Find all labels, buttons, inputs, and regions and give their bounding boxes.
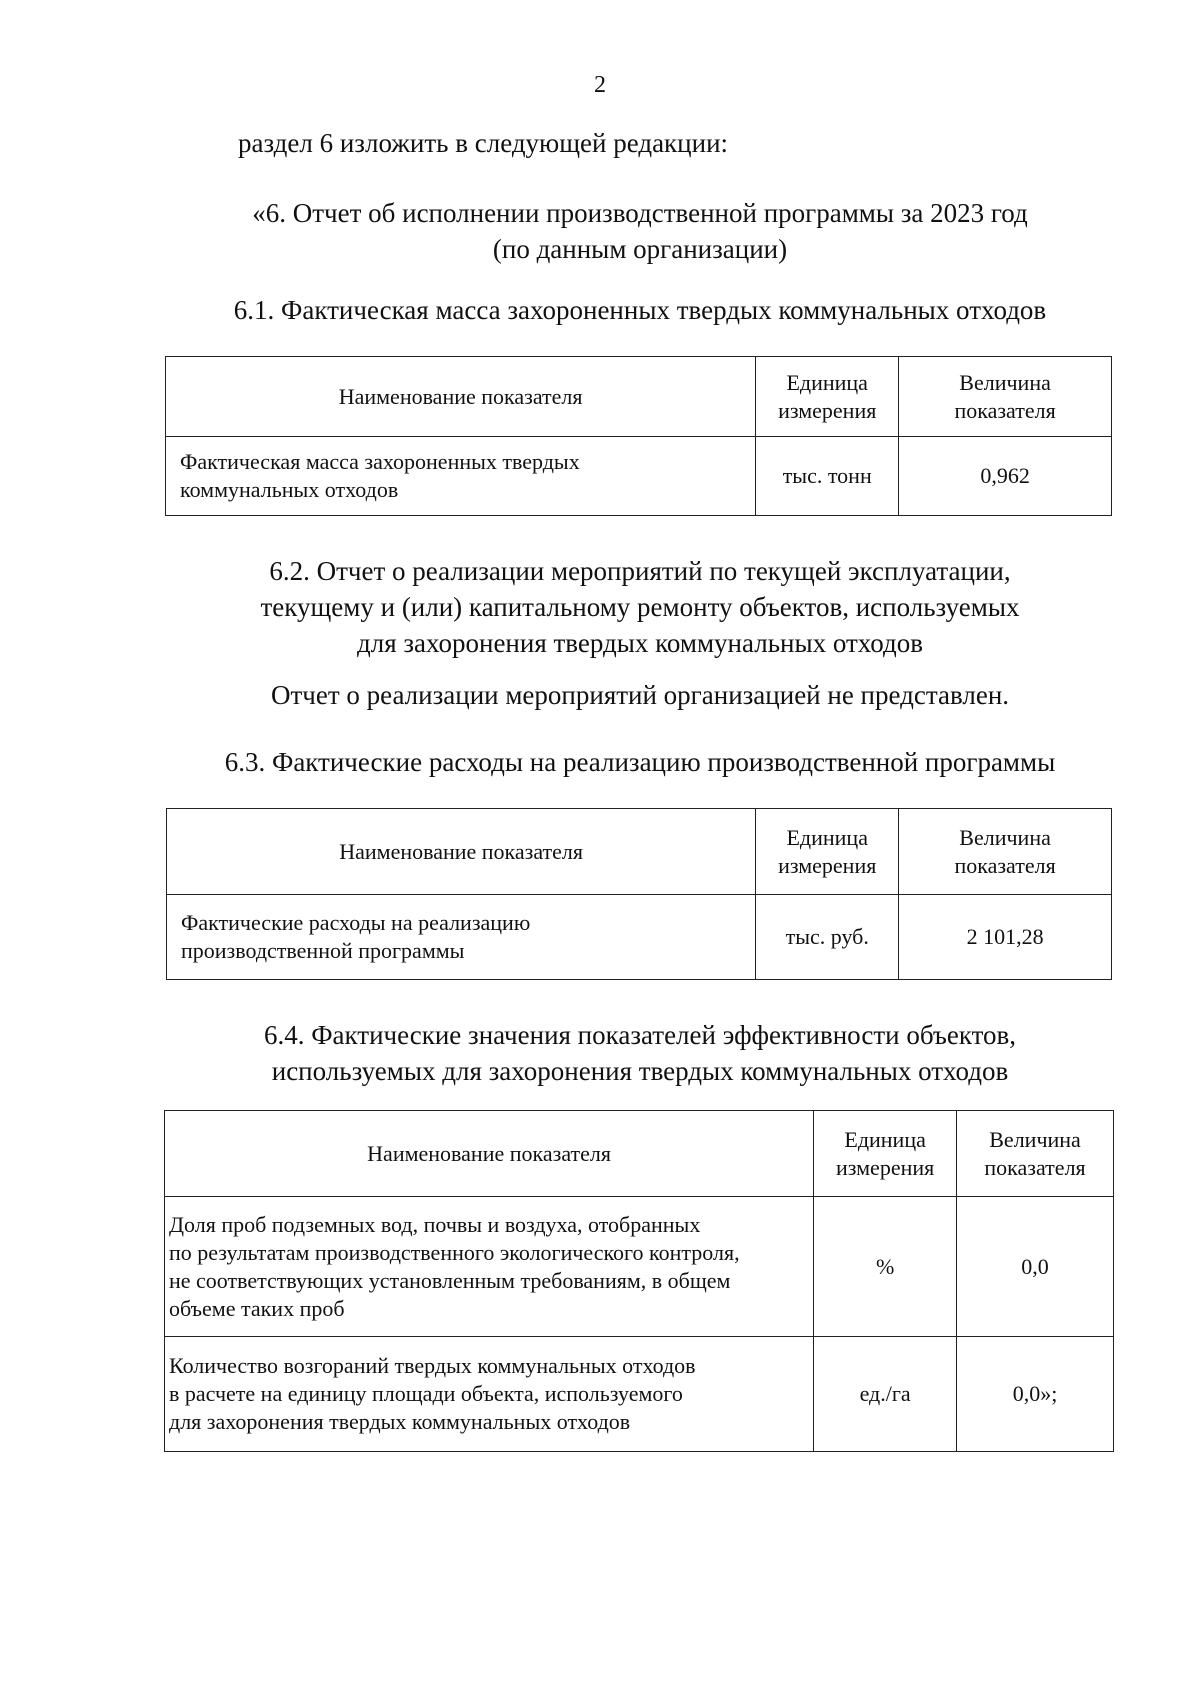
table-row (165, 1337, 1114, 1452)
header-value-line-2: показателя (984, 1154, 1086, 1180)
section-6-2-title-line-2: текущему и (или) капитальному ремонту объектов, используемых (260, 592, 1020, 622)
header-unit (756, 809, 899, 895)
section-6-2-title (160, 553, 1120, 661)
row-name-line-2: по результатам производственного экологического контроля, (169, 1239, 740, 1265)
table-header-row (165, 1111, 1114, 1197)
section-6-2-note: Отчет о реализации мероприятий организацией не представлен. (270, 680, 1010, 710)
table-row (166, 437, 1112, 516)
table-row (165, 1197, 1114, 1337)
row-name-line-2: коммунальных отходов (180, 477, 399, 502)
header-value-line-1: Величина (989, 1126, 1081, 1152)
row-unit: ед./га (814, 1337, 957, 1452)
row-name-line-3: для захоронения твердых коммунальных отходов (169, 1409, 631, 1434)
row-name-line-2: в расчете на единицу площади объекта, используемого (169, 1381, 683, 1406)
header-name: Наименование показателя (167, 809, 756, 895)
intro-text: раздел 6 изложить в следующей редакции: (238, 128, 729, 158)
row-name-line-4: объеме таких проб (169, 1295, 345, 1321)
header-value-line-2: показателя (954, 852, 1056, 878)
header-name: Наименование показателя (166, 357, 756, 437)
section-6-2-title-line-1: 6.2. Отчет о реализации мероприятий по текущей эксплуатации, (269, 556, 1011, 586)
section-6-title-line-2: (по данным организации) (492, 234, 788, 264)
row-name (165, 1197, 814, 1337)
header-name: Наименование показателя (165, 1111, 814, 1197)
section-6-4-title-line-2: используемых для захоронения твердых коммунальных отходов (271, 1056, 1009, 1086)
header-unit (756, 357, 899, 437)
header-value (899, 357, 1112, 437)
row-value: 2 101,28 (899, 895, 1112, 980)
row-name-line-3: не соответствующих установленным требованиям, в общем (169, 1267, 731, 1293)
row-name (167, 895, 756, 980)
section-6-title (160, 195, 1120, 267)
header-unit-line-1: Единица (844, 1126, 926, 1152)
section-6-2-title-line-3: для захоронения твердых коммунальных отходов (357, 628, 923, 658)
row-name (166, 437, 756, 516)
header-unit (814, 1111, 957, 1197)
header-value (957, 1111, 1114, 1197)
table-row (167, 895, 1112, 980)
section-6-3-title: 6.3. Фактические расходы на реализацию производственной программы (224, 747, 1056, 777)
header-unit-line-2: измерения (778, 852, 877, 878)
table-6-4 (164, 1110, 1114, 1452)
header-value-line-1: Величина (959, 369, 1051, 395)
row-unit: тыс. тонн (756, 437, 899, 516)
header-unit-line-1: Единица (786, 824, 868, 850)
header-value-line-2: показателя (954, 397, 1056, 423)
row-value: 0,0»; (957, 1337, 1114, 1452)
row-name (165, 1337, 814, 1452)
header-unit-line-2: измерения (778, 397, 877, 423)
row-name-line-1: Фактические расходы на реализацию (181, 910, 531, 935)
row-value: 0,0 (957, 1197, 1114, 1337)
header-value (899, 809, 1112, 895)
table-header-row (167, 809, 1112, 895)
table-6-3 (166, 808, 1112, 980)
row-name-line-1: Количество возгораний твердых коммунальных отходов (169, 1353, 696, 1378)
page-number: 2 (594, 72, 606, 98)
header-value-line-1: Величина (959, 824, 1051, 850)
table-header-row (166, 357, 1112, 437)
table-6-1 (165, 356, 1112, 516)
section-6-4-title-line-1: 6.4. Фактические значения показателей эффективности объектов, (263, 1020, 1017, 1050)
row-name-line-1: Фактическая масса захороненных твердых (180, 449, 580, 474)
row-name-line-1: Доля проб подземных вод, почвы и воздуха, отобранных (169, 1211, 701, 1237)
row-value: 0,962 (899, 437, 1112, 516)
row-unit: тыс. руб. (756, 895, 899, 980)
section-6-1-title: 6.1. Фактическая масса захороненных твердых коммунальных отходов (233, 295, 1047, 325)
header-unit-line-2: измерения (835, 1154, 935, 1180)
section-6-title-line-1: «6. Отчет об исполнении производственной программы за 2023 год (252, 198, 1028, 228)
row-unit: % (814, 1197, 957, 1337)
row-name-line-2: производственной программы (181, 938, 465, 963)
section-6-4-title (160, 1017, 1120, 1089)
header-unit-line-1: Единица (786, 369, 868, 395)
